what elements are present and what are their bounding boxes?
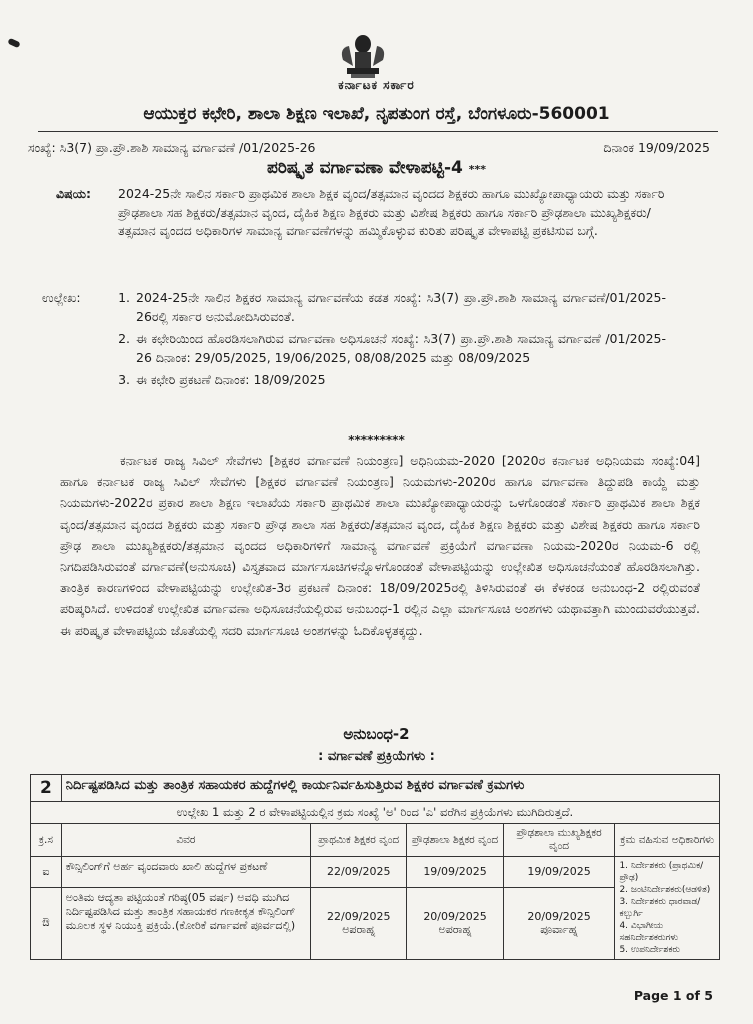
high-school-date: 20/09/2025 xyxy=(423,909,487,923)
state-emblem-icon xyxy=(333,30,393,80)
page-number: Page 1 of 5 xyxy=(633,988,713,1003)
section-number: 2 xyxy=(31,775,62,802)
reference-text-1: 2024-25ನೇ ಸಾಲಿನ ಶಿಕ್ಷಕರ ಸಾಮಾನ್ಯ ವರ್ಗಾವಣೆಯ ಕಡತ ಸಂಖ್ಯೆ: ಸಿ3(7) ಪ್ರಾ.ಪ್ರೌ.ಶಾಶಿ ಸಾಮಾನ್ಯ ವರ್ಗಾವಣೆ/01/2025-26ರಲ್ಲಿ ಸರ್ಕಾರ ಅನುಮೋದಿಸಿರುವಂತೆ. xyxy=(136,290,666,324)
row-primary-date: 22/09/2025 xyxy=(311,857,407,888)
issue-date: ದಿನಾಂಕ 19/09/2025 xyxy=(603,140,710,155)
reference-text-2: ಈ ಕಛೇರಿಯಿಂದ ಹೊರಡಿಸಲಾಗಿರುವ ವರ್ಗಾವಣಾ ಅಧಿಸೂಚನೆ ಸಂಖ್ಯೆ: ಸಿ3(7) ಪ್ರಾ.ಪ್ರೌ.ಶಾಶಿ ಸಾಮಾನ್ಯ ವರ್ಗಾವಣೆ /01/2025-26 ದಿನಾಂಕ: 29/05/2025, 19/06/2025, 08/08/2025 ಮತ್ತು 08/09/2025 xyxy=(136,331,666,365)
reference-item xyxy=(106,330,666,367)
table-row xyxy=(31,857,720,888)
row-high-school-date: 19/09/2025 xyxy=(407,857,503,888)
high-school-session: ಅಪರಾಹ್ನ xyxy=(438,922,472,936)
annex-subtitle: : ವರ್ಗಾವಣೆ ಪ್ರಕ್ರಿಯೆಗಳು : xyxy=(318,749,435,764)
reference-number-3: 3. xyxy=(118,372,130,387)
authority-item: 1. ನಿರ್ದೇಶಕರು (ಪ್ರಾಥಮಿಕ/ಪ್ರೌಢ) xyxy=(619,861,704,883)
row-primary-date xyxy=(311,887,407,959)
schedule-table xyxy=(30,774,720,960)
row-number: ಐ xyxy=(31,857,62,888)
references-label: ಉಲ್ಲೇಖ: xyxy=(42,290,81,305)
subject-block xyxy=(56,185,666,241)
annex-title: ಅನುಬಂಧ-2 xyxy=(343,725,410,743)
authorities-cell xyxy=(615,857,720,960)
reference-number-1: 1. xyxy=(118,290,130,305)
authority-item: 3. ನಿರ್ದೇಶಕರು ಧಾರವಾಡ/ಕಲ್ಬುರ್ಗಿ xyxy=(619,897,701,919)
column-header-row xyxy=(31,824,720,857)
authority-item: 5. ಉಪನಿರ್ದೇಶಕರು xyxy=(619,945,681,955)
separator-stars: ********* xyxy=(348,433,405,447)
column-header-headmaster: ಪ್ರೌಢಶಾಲಾ ಮುಖ್ಯಶಿಕ್ಷಕರ ವೃಂದ xyxy=(503,824,615,857)
subject-text: 2024-25ನೇ ಸಾಲಿನ ಸರ್ಕಾರಿ ಪ್ರಾಥಮಿಕ ಶಾಲಾ ಶಿಕ್ಷಕ ವೃಂದ/ತತ್ಸಮಾನ ವೃಂದದ ಶಿಕ್ಷಕರು ಹಾಗೂ ಮುಖ್ಯೋಪಾಧ್ಯಾಯರು ಮತ್ತು ಸರ್ಕಾರಿ ಪ್ರೌಢಶಾಲಾ ಸಹ ಶಿಕ್ಷಕರು/ತತ್ಸಮಾನ ವೃಂದ, ದೈಹಿಕ ಶಿಕ್ಷಣ ಶಿಕ್ಷಕರು ಮತ್ತು ವಿಶೇಷ ಶಿಕ್ಷಕರು ಹಾಗೂ ಸರ್ಕಾರಿ ಪ್ರೌಢಶಾಲಾ ಮುಖ್ಯಶಿಕ್ಷಕರು/ತತ್ಸಮಾನ ವೃಂದದ ಅಧಿಕಾರಿಗಳ ಸಾಮಾನ್ಯ ವರ್ಗಾವಣೆಗಳನ್ನು ಹಮ್ಮಿಕೊಳ್ಳುವ ಕುರಿತು ಪರಿಷ್ಕೃತ ವೇಳಾಪಟ್ಟಿ ಪ್ರಕಟಿಸುವ ಬಗ್ಗೆ. xyxy=(118,186,665,238)
column-header-no: ಕ್ರ.ಸ xyxy=(31,824,62,857)
government-name: ಕರ್ನಾಟಕ ಸರ್ಕಾರ xyxy=(338,78,415,92)
reference-row xyxy=(28,140,722,156)
row-headmaster-date xyxy=(503,887,615,959)
reference-item xyxy=(106,289,666,326)
headmaster-session: ಪೂರ್ವಾಹ್ನ xyxy=(540,922,578,936)
header-divider xyxy=(38,131,718,132)
primary-session: ಅಪರಾಹ್ನ xyxy=(342,922,376,936)
scan-mark xyxy=(7,38,20,49)
references-block xyxy=(42,289,666,394)
document-title xyxy=(0,158,753,178)
column-header-primary: ಪ್ರಾಥಮಿಕ ಶಿಕ್ಷಕರ ವೃಂದ xyxy=(311,824,407,857)
column-header-high-school: ಪ್ರೌಢಶಾಲಾ ಶಿಕ್ಷಕರ ವೃಂದ xyxy=(407,824,503,857)
reference-item xyxy=(106,371,666,390)
primary-date: 22/09/2025 xyxy=(327,909,391,923)
column-header-authority: ಕ್ರಮ ವಹಿಸುವ ಅಧಿಕಾರಿಗಳು xyxy=(615,824,720,857)
authority-item: 2. ಜಂಟಿನಿರ್ದೇಶಕರು(ಆಡಳಿತ) xyxy=(619,885,711,895)
reference-text-3: ಈ ಕಛೇರಿ ಪ್ರಕಟಣೆ ದಿನಾಂಕ: 18/09/2025 xyxy=(136,372,326,387)
authority-item: 4. ವಿಭಾಗೀಯ ಸಹನಿರ್ದೇಶಕರುಗಳು xyxy=(619,921,679,943)
office-address: ಆಯುಕ್ತರ ಕಛೇರಿ, ಶಾಲಾ ಶಿಕ್ಷಣ ಇಲಾಖೆ, ನೃಪತುಂಗ ರಸ್ತೆ, ಬೆಂಗಳೂರು-560001 xyxy=(143,104,610,124)
headmaster-date: 20/09/2025 xyxy=(527,909,591,923)
body-paragraph: ಕರ್ನಾಟಕ ರಾಜ್ಯ ಸಿವಿಲ್ ಸೇವೆಗಳು [ಶಿಕ್ಷಕರ ವರ್ಗಾವಣೆ ನಿಯಂತ್ರಣ] ಅಧಿನಿಯಮ-2020 [2020ರ ಕರ್ನಾಟಕ ಅಧಿನಿಯಮ ಸಂಖ್ಯೆ:04] ಹಾಗೂ ಕರ್ನಾಟಕ ರಾಜ್ಯ ಸಿವಿಲ್ ಸೇವೆಗಳು [ಶಿಕ್ಷಕರ ವರ್ಗಾವಣೆ ನಿಯಂತ್ರಣ] ನಿಯಮಗಳು-2020ರ ಹಾಗೂ ವರ್ಗಾವಣಾ ತಿದ್ದುಪಡಿ ಕಾಯ್ದೆ ಮತ್ತು ನಿಯಮಗಳು-2022ರ ಪ್ರಕಾರ ಶಾಲಾ ಶಿಕ್ಷಣ ಇಲಾಖೆಯ ಸರ್ಕಾರಿ ಪ್ರಾಥಮಿಕ ಶಾಲಾ ಮುಖ್ಯೋಪಾಧ್ಯಾಯರನ್ನು ಒಳಗೊಂಡಂತೆ ಸರ್ಕಾರಿ ಪ್ರಾಥಮಿಕ ಶಾಲಾ ಶಿಕ್ಷಕ ವೃಂದ/ತತ್ಸಮಾನ ವೃಂದದ ಶಿಕ್ಷಕರು ಮತ್ತು ಸರ್ಕಾರಿ ಪ್ರೌಢ ಶಾಲಾ ಸಹ ಶಿಕ್ಷಕರು/ತತ್ಸಮಾನ ವೃಂದ, ದೈಹಿಕ ಶಿಕ್ಷಣ ಶಿಕ್ಷಕರು ಮತ್ತು ವಿಶೇಷ ಶಿಕ್ಷಕರು ಹಾಗೂ ಸರ್ಕಾರಿ ಪ್ರೌಢ ಶಾಲಾ ಮುಖ್ಯಶಿಕ್ಷಕರು/ತತ್ಸಮಾನ ವೃಂದದ ಅಧಿಕಾರಿಗಳಿಗೆ ಸಾಮಾನ್ಯ ವರ್ಗಾವಣೆ ಪ್ರಕ್ರಿಯೆಗೆ ವರ್ಗಾವಣಾ ನಿಯಮ-2020ರ ನಿಯಮ-6 ರಲ್ಲಿ ನಿಗದಿಪಡಿಸಿರುವಂತೆ ವರ್ಗಾವಣೆ(ಅನುಸೂಚಿ) ವಿಸ್ತೃತವಾದ ಮಾರ್ಗಸೂಚಿಗಳನ್ನೊಳಗೊಂಡಂತೆ ವೇಳಾಪಟ್ಟಿಯನ್ನು ಉಲ್ಲೇಖಿತ ಅಧಿಸೂಚನೆಯಂತೆ ಹೊರಡಿಸಲಾಗಿತ್ತು. ತಾಂತ್ರಿಕ ಕಾರಣಗಳಿಂದ ವೇಳಾಪಟ್ಟಿಯನ್ನು ಉಲ್ಲೇಖಿತ-3ರ ಪ್ರಕಟಣೆ ದಿನಾಂಕ: 18/09/2025ರಲ್ಲಿ ತಿಳಿಸಿರುವಂತೆ ಈ ಕೆಳಕಂಡ ಅನುಬಂಧ-2 ರಲ್ಲಿರುವಂತೆ ಪರಿಷ್ಕರಿಸಿದೆ. ಉಳಿದಂತೆ ಉಲ್ಲೇಖಿತ ವರ್ಗಾವಣಾ ಅಧಿಸೂಚನೆಯಲ್ಲಿರುವ ಅನುಬಂಧ-1 ರಲ್ಲಿನ ಎಲ್ಲಾ ಮಾರ್ಗಸೂಚಿ ಅಂಶಗಳು ಯಥಾವತ್ತಾಗಿ ಮುಂದುವರೆಯುತ್ತವೆ. ಈ ಪರಿಷ್ಕೃತ ವೇಳಾಪಟ್ಟಿಯ ಜೊತೆಯಲ್ಲಿ ಸದರಿ ಮಾರ್ಗಸೂಚಿ ಅಂಶಗಳನ್ನು ಓದಿಕೊಳ್ಳತಕ್ಕದ್ದು. xyxy=(60,453,700,638)
row-number: ಔ xyxy=(31,887,62,959)
row-high-school-date xyxy=(407,887,503,959)
section-header-row xyxy=(31,775,720,802)
row-detail: ಕೌನ್ಸಿಲಿಂಗ್‌ಗೆ ಅರ್ಹ ವೃಂದವಾರು ಖಾಲಿ ಹುದ್ದೆಗಳ ಪ್ರಕಟಣೆ xyxy=(61,857,310,888)
row-headmaster-date: 19/09/2025 xyxy=(503,857,615,888)
row-detail: ಅಂತಿಮ ಆದ್ಯತಾ ಪಟ್ಟಿಯಂತೆ ಗರಿಷ್ಠ(05 ವರ್ಷ) ಅವಧಿ ಮುಗಿದ ನಿರ್ದಿಷ್ಟಪಡಿಸಿದ ಮತ್ತು ತಾಂತ್ರಿಕ ಸಹಾಯಕರ ಗಣಕೀಕೃತ ಕೌನ್ಸಿಲಿಂಗ್ ಮೂಲಕ ಸ್ಥಳ ನಿಯುಕ್ತಿ ಪ್ರಕ್ರಿಯೆ.(ಕೋರಿಕೆ ವರ್ಗಾವಣೆ ಪೂರ್ವದಲ್ಲಿ) xyxy=(61,887,310,959)
column-header-detail: ವಿವರ xyxy=(61,824,310,857)
section-title: ನಿರ್ದಿಷ್ಟಪಡಿಸಿದ ಮತ್ತು ತಾಂತ್ರಿಕ ಸಹಾಯಕರ ಹುದ್ದೆಗಳಲ್ಲಿ ಕಾರ್ಯನಿರ್ವಹಿಸುತ್ತಿರುವ ಶಿಕ್ಷಕರ ವರ್ಗಾವಣೆ ಕ್ರಮಗಳು xyxy=(61,775,719,802)
subject-label: ವಿಷಯ: xyxy=(56,186,91,201)
title-text: ಪರಿಷ್ಕೃತ ವರ್ಗಾವಣಾ ವೇಳಾಪಟ್ಟಿ-4 xyxy=(266,158,463,178)
note-row xyxy=(31,802,720,824)
reference-number-2: 2. xyxy=(118,331,130,346)
reference-number: ಸಂಖ್ಯೆ: ಸಿ3(7) ಪ್ರಾ.ಪ್ರೌ.ಶಾಶಿ ಸಾಮಾನ್ಯ ವರ್ಗಾವಣೆ /01/2025-26 xyxy=(28,140,316,155)
title-stars: *** xyxy=(468,163,487,176)
section-note: ಉಲ್ಲೇಖ 1 ಮತ್ತು 2 ರ ವೇಳಾಪಟ್ಟಿಯಲ್ಲಿನ ಕ್ರಮ ಸಂಖ್ಯೆ 'ಅ' ರಿಂದ 'ಎ' ವರೆಗಿನ ಪ್ರಕ್ರಿಯೆಗಳು ಮುಗಿದಿರುತ್ತದೆ. xyxy=(31,802,720,824)
